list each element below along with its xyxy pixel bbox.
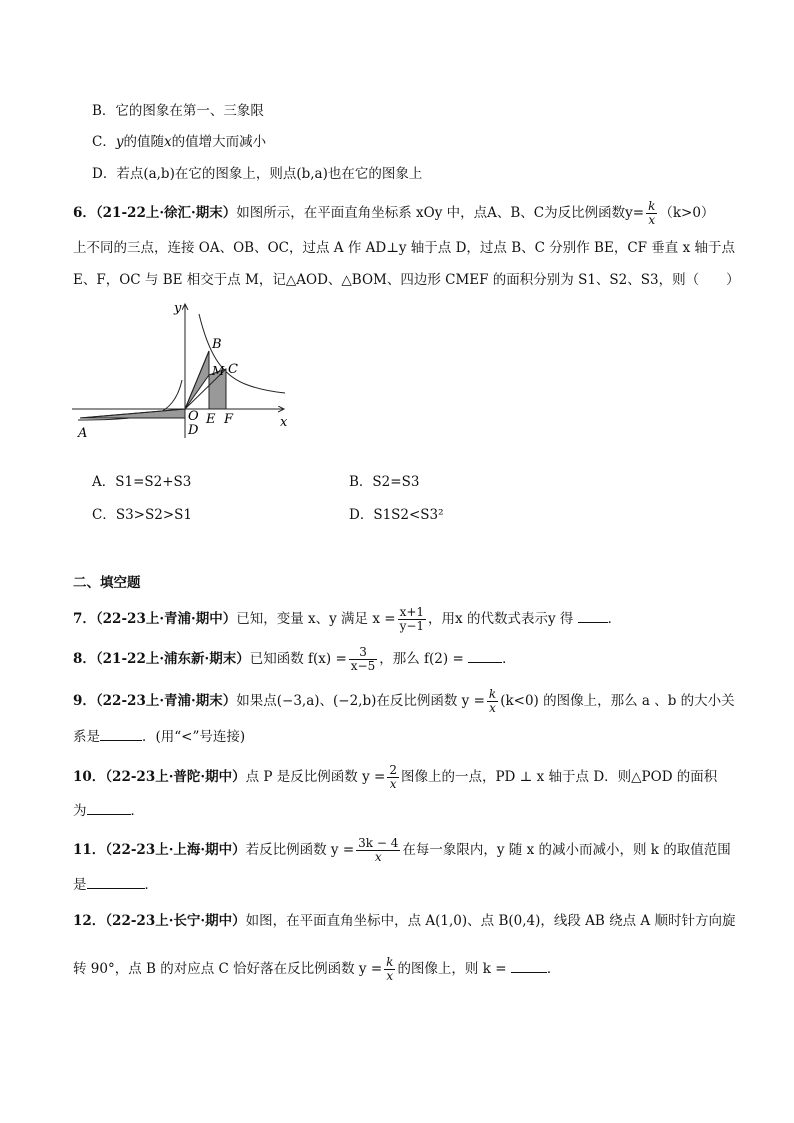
- q6-stem-line3: E、F，OC 与 BE 相交于点 M，记△AOD、△BOM、四边形 CMEF 的面积分别为 S1、S2、S3，则（ ）: [73, 272, 740, 288]
- q6-text1: 如图所示，在平面直角坐标系 xOy 中，点A、B、C为反比例函数y=: [236, 205, 645, 221]
- q6-option-b: B．S2=S3: [349, 474, 420, 490]
- q6-stem-line2: 上不同的三点，连接 OA、OB、OC，过点 A 作 AD⊥y 轴于点 D，过点 B、C 分别作 BE，CF 垂直 x 轴于点: [73, 240, 736, 256]
- q10-fraction: $\frac{2}{x}$: [389, 763, 397, 791]
- label-f: F: [224, 412, 234, 427]
- q10-line1: [73, 764, 717, 791]
- q9-line2-a: 系是: [73, 729, 100, 745]
- q10-text-a: 点 P 是反比例函数 y =: [245, 769, 386, 785]
- q6-fraction: $\frac{k}{x}$: [648, 199, 656, 227]
- q8-answer-blank[interactable]: [468, 648, 502, 663]
- label-y: y: [174, 301, 182, 316]
- q5-option-c: [92, 132, 266, 152]
- q7-text-a: 已知，变量 x、y 满足 x =: [236, 611, 396, 627]
- q5-option-c-prefix: C．: [92, 134, 116, 150]
- q5-option-c-x: x: [163, 134, 172, 150]
- q8-text-a: 已知函数 f(x) =: [249, 651, 347, 667]
- q11-line2-b: ．: [144, 877, 158, 893]
- label-x: x: [280, 415, 288, 430]
- q9-text-a: 如果点(−3,a)、(−2,b)在反比例函数 y =: [236, 693, 485, 709]
- q11-fraction: $\frac{3k - 4}{x}$: [358, 836, 399, 864]
- q11-source: （22-23上·上海·期中）: [105, 842, 246, 858]
- q7-source: （22-23上·青浦·期中）: [95, 611, 237, 627]
- q6-text1-end: （k>0）: [659, 205, 715, 221]
- q12-number: 12．: [73, 913, 106, 929]
- q10-source: （22-23上·普陀·期中）: [105, 769, 246, 785]
- label-m: M: [212, 364, 225, 378]
- section-title: 二、填空题: [73, 575, 141, 591]
- q6-stem-line1: [73, 200, 714, 227]
- label-o: O: [188, 409, 199, 424]
- q11-text-b: 在每一象限内，y 随 x 的减小而减小，则 k 的取值范围: [402, 842, 731, 858]
- q9-line2: [73, 726, 245, 747]
- q9-line1: [73, 688, 735, 715]
- q8: 8．（21-22上·浦东新·期末）已知函数 f(x) = $\frac{3}{x-5}$ ，那么 f(2) = ．: [73, 645, 516, 673]
- q12-line2-a: 转 90°，点 B 的对应点 C 恰好落在反比例函数 y =: [73, 961, 383, 977]
- q12-answer-blank[interactable]: [511, 958, 547, 973]
- q9-source: （22-23上·青浦·期末）: [95, 693, 237, 709]
- q9-answer-blank[interactable]: [100, 726, 142, 741]
- q12-fraction: $\frac{k}{x}$: [386, 955, 394, 983]
- q6-figure: [70, 296, 300, 446]
- q5-option-c-mid: 的值随: [123, 134, 164, 150]
- q8-text-b: ，那么 f(2) =: [379, 651, 464, 667]
- q11-line1: [73, 837, 731, 864]
- q8-number: 8．: [73, 651, 96, 667]
- q10-text-b: 图像上的一点，PD ⊥ x 轴于点 D．则△POD 的面积: [400, 769, 718, 785]
- q11-answer-blank[interactable]: [87, 874, 145, 889]
- q7-number: 7．: [73, 611, 96, 627]
- q6-option-c: C．S3>S2>S1: [92, 507, 192, 523]
- label-d: D: [188, 423, 199, 438]
- label-a: A: [78, 426, 88, 441]
- q10-number: 10．: [73, 769, 106, 785]
- q7-fraction: $\frac{x+1}{y-1}$: [399, 605, 425, 633]
- label-e: E: [206, 412, 216, 427]
- q10-line2-a: 为: [73, 803, 87, 819]
- q6-source: （21-22上·徐汇·期末）: [95, 205, 237, 221]
- q5-option-b: B．它的图象在第一、三象限: [92, 103, 264, 119]
- q9-fraction: $\frac{k}{x}$: [488, 687, 497, 715]
- q12-source: （22-23上·长宁·期中）: [105, 913, 246, 929]
- q8-fraction: $\frac{3}{x-5}$: [350, 645, 376, 673]
- q7-text-b: ，用x 的代数式表示y 得: [428, 611, 574, 627]
- label-c: C: [228, 362, 238, 377]
- q12-line2: 转 90°，点 B 的对应点 C 恰好落在反比例函数 y = $\frac{k}{x}$ 的图像上，则 k = ．: [73, 955, 561, 983]
- q9-line2-b: ．(用“<”号连接): [142, 729, 246, 745]
- q9-number: 9．: [73, 693, 96, 709]
- label-b: B: [212, 337, 222, 352]
- q11-line2: [73, 874, 158, 895]
- q6-option-d: D．S1S2<S3²: [349, 507, 444, 523]
- q6-option-a: A．S1=S2+S3: [92, 474, 192, 490]
- q12-line2-b: 的图像上，则 k =: [397, 961, 507, 977]
- q11-number: 11．: [73, 842, 106, 858]
- q10-line2-b: ．: [130, 803, 144, 819]
- q7: 7．（22-23上·青浦·期中）已知，变量 x、y 满足 x = $\frac{x+1}{y-1}$ ，用x 的代数式表示y 得 ．: [73, 605, 622, 633]
- q11-text-a: 若反比例函数 y =: [245, 842, 355, 858]
- q12-text-a: 如图，在平面直角坐标中，点 A(1,0)、点 B(0,4)，线段 AB 绕点 A 顺时针方向旋: [245, 913, 736, 929]
- q10-line2: [73, 800, 144, 821]
- q8-source: （21-22上·浦东新·期末）: [95, 651, 250, 667]
- q10-answer-blank[interactable]: [87, 800, 131, 815]
- q5-option-c-suffix: 的值增大而减小: [171, 134, 267, 150]
- q5-option-d: D．若点(a,b)在它的图象上，则点(b,a)也在它的图象上: [92, 166, 423, 182]
- q9-text-b: (k<0) 的图像上，那么 a 、b 的大小关: [500, 693, 735, 709]
- q12-line1: [73, 911, 735, 931]
- q5-option-c-y: y: [115, 134, 124, 150]
- q11-line2-a: 是: [73, 877, 87, 893]
- q7-answer-blank[interactable]: [578, 608, 608, 623]
- q6-number: 6．: [73, 205, 96, 221]
